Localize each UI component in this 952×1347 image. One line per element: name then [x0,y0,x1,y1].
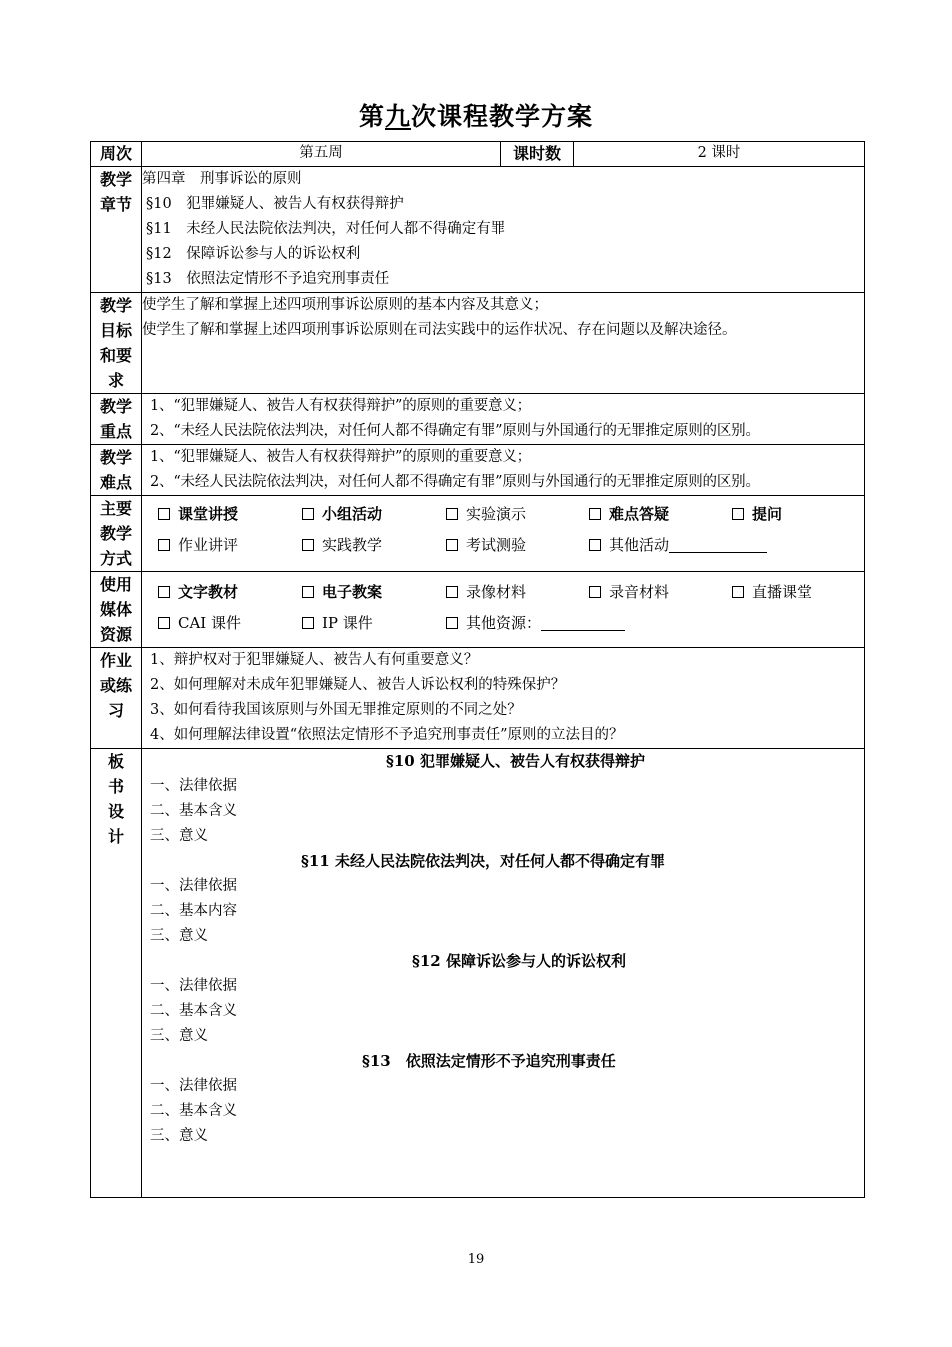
methods-content [142,496,865,572]
methods-label: 主要教学方式 [91,496,142,572]
hours-label: 课时数 [501,142,574,167]
media-option-other[interactable]: 其他资源： [446,612,732,635]
goals-row [91,293,865,394]
homework-label: 作业或练习 [91,648,142,749]
media-option-e-lesson[interactable]: 电子教案 [302,581,446,604]
media-option-textbook[interactable]: 文字教材 [158,581,302,604]
method-option-other[interactable]: 其他活动 [589,534,862,557]
difficulties-row [91,445,865,496]
chapter-line: §13 依照法定情形不予追究刑事责任 [146,271,390,287]
keypoint-line: 2、“未经人民法院依法判决，对任何人都不得确定有罪”原则与外国通行的无罪推定原则的区别。 [150,423,760,439]
checkbox-icon [158,508,170,520]
board-label: 板书设计 [91,749,142,1198]
board-heading: §11 未经人民法院依法判决，对任何人都不得确定有罪 [301,852,665,870]
board-item: 二、基本内容 [150,903,237,919]
media-option-video[interactable]: 录像材料 [446,581,589,604]
checkbox-icon [158,539,170,551]
difficulties-content [142,445,865,496]
method-option-practice[interactable]: 实践教学 [302,534,446,557]
week-row [91,142,865,167]
media-option-cai[interactable]: CAI 课件 [158,612,302,635]
page-number: 19 [467,1252,485,1267]
keypoint-line: 1、“犯罪嫌疑人、被告人有权获得辩护”的原则的重要意义； [150,398,531,414]
board-item: 三、意义 [150,1028,208,1044]
board-content [142,749,865,1198]
chapter-row [91,167,865,293]
board-item: 三、意义 [150,1128,208,1144]
keypoints-content [142,394,865,445]
checkbox-icon [302,539,314,551]
media-option-audio[interactable]: 录音材料 [589,581,732,604]
methods-row [91,496,865,572]
homework-line: 4、如何理解法律设置“依照法定情形不予追究刑事责任”原则的立法目的？ [150,727,624,743]
method-option-homework-review[interactable]: 作业讲评 [158,534,302,557]
checkbox-icon [732,586,744,598]
fill-in-blank[interactable] [669,538,767,553]
checkbox-icon [302,508,314,520]
checkbox-icon [302,586,314,598]
checkbox-icon [446,508,458,520]
hours-value: 2 课时 [574,142,865,167]
board-item: 二、基本含义 [150,1003,237,1019]
board-heading: §13 依照法定情形不予追究刑事责任 [362,1052,616,1070]
board-item: 一、法律依据 [150,778,237,794]
goals-line: 使学生了解和掌握上述四项刑事诉讼原则在司法实践中的运作状况、存在问题以及解决途径。 [142,322,737,338]
media-option-ip[interactable]: IP 课件 [302,612,446,635]
media-option-live[interactable]: 直播课堂 [732,581,862,604]
difficulties-label: 教学难点 [91,445,142,496]
homework-line: 2、如何理解对未成年犯罪嫌疑人、被告人诉讼权利的特殊保护？ [150,677,566,693]
fill-in-blank[interactable] [541,616,625,631]
goals-label: 教学目标和要求 [91,293,142,394]
board-item: 一、法律依据 [150,878,237,894]
checkbox-icon [446,539,458,551]
checkbox-icon [732,508,744,520]
board-heading: §10 犯罪嫌疑人、被告人有权获得辩护 [386,752,645,770]
checkbox-icon [158,617,170,629]
board-heading: §12 保障诉讼参与人的诉讼权利 [412,952,626,970]
chapter-label: 教学章节 [91,167,142,293]
homework-line: 3、如何看待我国该原则与外国无罪推定原则的不同之处？ [150,702,522,718]
difficulty-line: 1、“犯罪嫌疑人、被告人有权获得辩护”的原则的重要意义； [150,449,531,465]
board-row [91,749,865,1198]
media-row [91,572,865,648]
method-option-demo[interactable]: 实验演示 [446,503,589,526]
chapter-line: 第四章 刑事诉讼的原则 [142,171,302,187]
chapter-line: §10 犯罪嫌疑人、被告人有权获得辩护 [146,196,404,212]
board-item: 一、法律依据 [150,1078,237,1094]
media-label: 使用媒体资源 [91,572,142,648]
homework-line: 1、辩护权对于犯罪嫌疑人、被告人有何重要意义？ [150,652,479,668]
media-content [142,572,865,648]
checkbox-icon [589,539,601,551]
board-item: 二、基本含义 [150,1103,237,1119]
keypoints-row [91,394,865,445]
homework-row [91,648,865,749]
method-option-exam[interactable]: 考试测验 [446,534,589,557]
method-option-lecture[interactable]: 课堂讲授 [158,503,302,526]
chapter-line: §11 未经人民法院依法判决，对任何人都不得确定有罪 [146,221,506,237]
goals-line: 使学生了解和掌握上述四项刑事诉讼原则的基本内容及其意义； [142,297,548,313]
session-number: 九 [384,102,411,131]
week-label: 周次 [91,142,142,167]
board-item: 一、法律依据 [150,978,237,994]
chapter-line: §12 保障诉讼参与人的诉讼权利 [146,246,361,262]
checkbox-icon [158,586,170,598]
checkbox-icon [589,586,601,598]
homework-content [142,648,865,749]
board-item: 三、意义 [150,828,208,844]
chapter-content [142,167,865,293]
method-option-qa[interactable]: 难点答疑 [589,503,732,526]
method-option-questions[interactable]: 提问 [732,503,862,526]
checkbox-icon [589,508,601,520]
difficulty-line: 2、“未经人民法院依法判决，对任何人都不得确定有罪”原则与外国通行的无罪推定原则的区别。 [150,474,760,490]
checkbox-icon [446,586,458,598]
week-value: 第五周 [142,142,501,167]
goals-content [142,293,865,394]
lesson-plan-table [90,141,865,1198]
board-item: 三、意义 [150,928,208,944]
board-item: 二、基本含义 [150,803,237,819]
checkbox-icon [302,617,314,629]
page-title: 第九次课程教学方案 [358,102,594,131]
checkbox-icon [446,617,458,629]
method-option-group[interactable]: 小组活动 [302,503,446,526]
keypoints-label: 教学重点 [91,394,142,445]
